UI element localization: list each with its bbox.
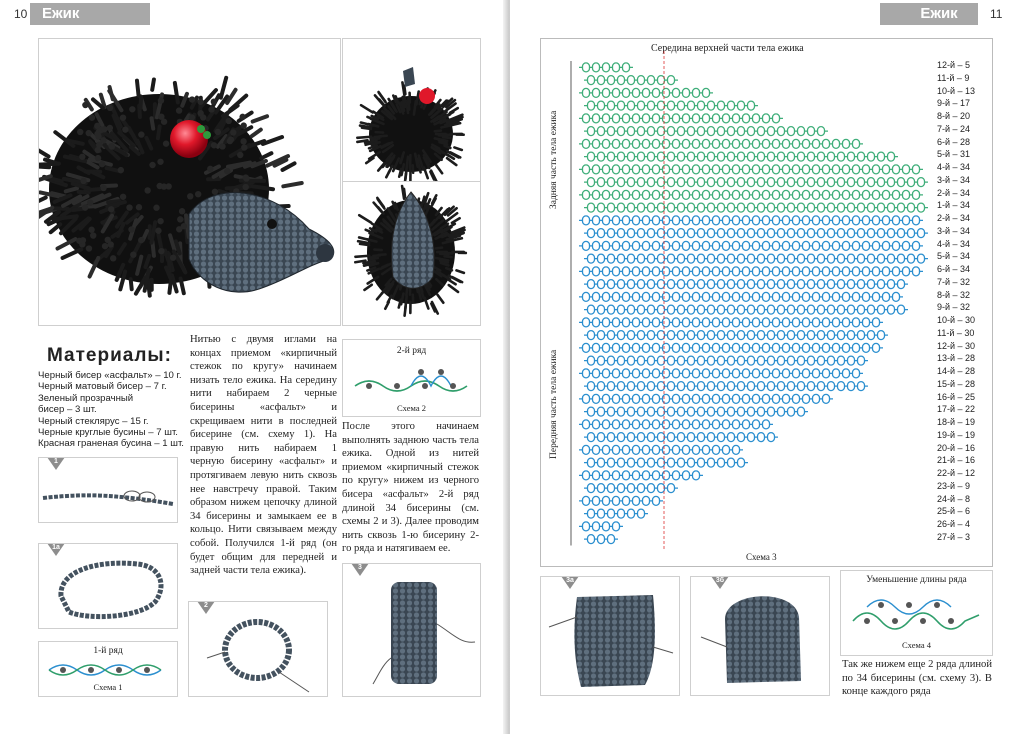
row-label: 3-й – 34 — [937, 225, 971, 236]
step-tag: 1а — [52, 544, 60, 551]
row-label: 19-й – 19 — [937, 429, 976, 440]
bead-row — [579, 139, 863, 148]
scheme-1-caption: Схема 1 — [93, 682, 123, 692]
bead-grid — [541, 39, 992, 566]
front-part-label: Передняя часть тела ежика — [549, 349, 559, 459]
step-3b-photo — [690, 576, 830, 696]
header-bar-left — [30, 3, 150, 25]
scheme-1-title: 1-й ряд — [93, 646, 123, 656]
bead-row — [584, 203, 928, 212]
row-label: 8-й – 20 — [937, 111, 971, 121]
row-label: 21-й – 16 — [937, 455, 976, 466]
body-text-column-1: Нитью с двумя иглами на концах приемом «кирпичный стежок по кругу» начинаем низать тело ежика. На середину нити набираем 2 черные бисерины «асфальт» и скрещиваем нити в последней бисерине (см. схему 1). На правую нить набираем 1 черную бисерину «асфальт» и протягиваем левую нить сквозь нее навстречу правой. Таким образом нижем цепочку длиной 34 бисерины и замыкаем ее в кольцо. Нити связываем между собой. Получился 1-й ряд (он будет общим для передней и задней части тела ежика). — [190, 334, 337, 577]
materials-item: Черный стеклярус – 15 г. — [38, 415, 149, 427]
row-label: 12-й – 30 — [937, 340, 976, 351]
materials-item: Черный бисер «асфальт» – 10 г. — [38, 370, 182, 381]
bead-row — [584, 305, 908, 314]
bead-row — [579, 267, 923, 276]
scheme-4-title: Уменьшение длины ряда — [866, 575, 967, 585]
header-bar-right — [880, 3, 978, 25]
bead-row — [579, 343, 883, 352]
row-label: 14-й – 28 — [937, 366, 976, 376]
bead-row — [584, 433, 778, 442]
bead-row — [584, 407, 808, 416]
bead-row — [579, 420, 773, 429]
materials-item: бисер – 3 шт. — [38, 404, 97, 416]
row-label: 6-й – 28 — [937, 136, 971, 147]
materials-list — [38, 370, 188, 450]
materials-item: Черные круглые бусины – 7 шт. — [38, 427, 178, 439]
scheme-1-box — [38, 641, 178, 697]
row-label: 2-й – 34 — [937, 213, 971, 223]
bead-row — [584, 382, 868, 391]
bead-row — [584, 356, 868, 365]
bead-row — [584, 178, 928, 187]
row-label: 7-й – 24 — [937, 123, 971, 134]
row-label: 18-й – 19 — [937, 417, 976, 427]
bead-row — [579, 471, 703, 480]
row-label: 27-й – 3 — [937, 531, 971, 542]
left-page — [0, 0, 508, 734]
step-tag: 3а — [566, 577, 574, 584]
step-3a-photo — [540, 576, 680, 696]
body-text-column-2: После этого начинаем выполнять заднюю часть тела ежика. Одной из нитей приемом «кирпичный стежок по кругу» нижем из черного бисера «асфальт» 2-й ряд длиной 34 бисерины (см. схемы 2 и 3). Далее проводим нить сквозь 1-ю бисерину 2-го ряда и натягиваем ее. — [342, 421, 479, 555]
row-label: 23-й – 9 — [937, 480, 971, 491]
row-label: 15-й – 28 — [937, 378, 976, 389]
row-label: 11-й – 9 — [937, 72, 970, 83]
scheme-3-diagram — [540, 38, 993, 567]
bead-row — [579, 445, 743, 454]
row-label: 16-й – 25 — [937, 391, 976, 402]
row-label: 11-й – 30 — [937, 327, 975, 338]
row-label: 10-й – 13 — [937, 85, 976, 96]
hedgehog-side-photo — [342, 38, 481, 182]
row-label: 13-й – 28 — [937, 353, 976, 364]
step-1-photo — [38, 457, 178, 523]
bead-row — [579, 496, 663, 505]
step-tag: 1 — [54, 458, 58, 465]
bead-row — [579, 165, 923, 174]
row-label: 2-й – 34 — [937, 187, 971, 198]
row-label: 4-й – 34 — [937, 238, 971, 249]
row-label: 8-й – 32 — [937, 289, 971, 300]
bead-row — [584, 280, 908, 289]
bead-row — [579, 292, 903, 301]
header-title-right: Ежик — [920, 5, 958, 22]
bead-row — [584, 535, 618, 544]
materials-item: Зеленый прозрачный — [38, 392, 134, 404]
step-1a-photo — [38, 543, 178, 629]
bead-row — [579, 114, 783, 123]
header-title-left: Ежик — [42, 5, 80, 22]
materials-item: Черный матовый бисер – 7 г. — [38, 381, 167, 393]
row-label: 12-й – 5 — [937, 60, 971, 70]
row-label: 17-й – 22 — [937, 404, 976, 415]
body-text-right: Так же нижем еще 2 ряда длиной по 34 бисерины (см. схему 3). В конце каждого ряда — [842, 659, 992, 698]
bead-row — [584, 458, 748, 467]
page-number-right: 11 — [990, 7, 1003, 21]
row-label: 24-й – 8 — [937, 493, 971, 504]
materials-heading: Материалы: — [47, 345, 172, 366]
row-label: 4-й – 34 — [937, 162, 971, 172]
bead-row — [579, 63, 633, 72]
back-part-label: Задняя часть тела ежика — [549, 110, 559, 209]
row-label: 9-й – 17 — [937, 98, 971, 109]
row-label: 7-й – 32 — [937, 276, 971, 287]
diagram-top-label: Середина верхней части тела ежика — [651, 43, 804, 54]
scheme-4-box — [840, 570, 993, 656]
row-label: 1-й – 34 — [937, 200, 971, 211]
materials-item: Красная граненая бусина – 1 шт. — [38, 438, 184, 450]
bead-row — [584, 229, 928, 238]
main-hedgehog-photo — [38, 38, 341, 326]
hedgehog-illustration — [39, 39, 340, 325]
row-label: 6-й – 34 — [937, 264, 971, 274]
bead-row — [584, 101, 758, 110]
scheme-3-caption: Схема 3 — [746, 552, 777, 562]
step-3-photo — [342, 563, 481, 697]
row-label: 25-й – 6 — [937, 506, 971, 517]
bead-row — [584, 127, 828, 136]
bead-row — [584, 509, 648, 518]
step-tag: 3 — [358, 564, 362, 571]
step-2-photo — [188, 601, 328, 697]
row-label: 22-й – 12 — [937, 468, 976, 478]
row-label: 20-й – 16 — [937, 442, 976, 453]
bead-row — [579, 394, 833, 403]
bead-row — [584, 152, 898, 161]
bead-row — [579, 88, 713, 97]
row-label: 9-й – 32 — [937, 302, 971, 313]
page-number-left: 10 — [14, 7, 28, 21]
step-tag: 3б — [715, 577, 725, 584]
bead-row — [579, 241, 923, 250]
row-label: 3-й – 34 — [937, 174, 971, 185]
bead-row — [579, 190, 923, 199]
bead-row — [579, 318, 883, 327]
bead-row — [584, 254, 928, 263]
right-page — [510, 0, 1020, 734]
row-label: 26-й – 4 — [937, 519, 971, 529]
bead-row — [584, 331, 888, 340]
scheme-4-caption: Схема 4 — [902, 640, 931, 650]
row-label: 5-й – 34 — [937, 251, 971, 262]
bead-row — [579, 522, 623, 531]
scheme-2-caption: Схема 2 — [397, 403, 426, 413]
step-tag: 2 — [204, 602, 208, 609]
bead-row — [579, 216, 923, 225]
scheme-2-title: 2-й ряд — [396, 346, 427, 356]
row-label: 5-й – 31 — [937, 149, 971, 160]
bead-row — [579, 369, 863, 378]
hedgehog-bottom-photo — [342, 181, 481, 326]
row-label: 10-й – 30 — [937, 315, 976, 325]
scheme-2-box — [342, 339, 481, 417]
